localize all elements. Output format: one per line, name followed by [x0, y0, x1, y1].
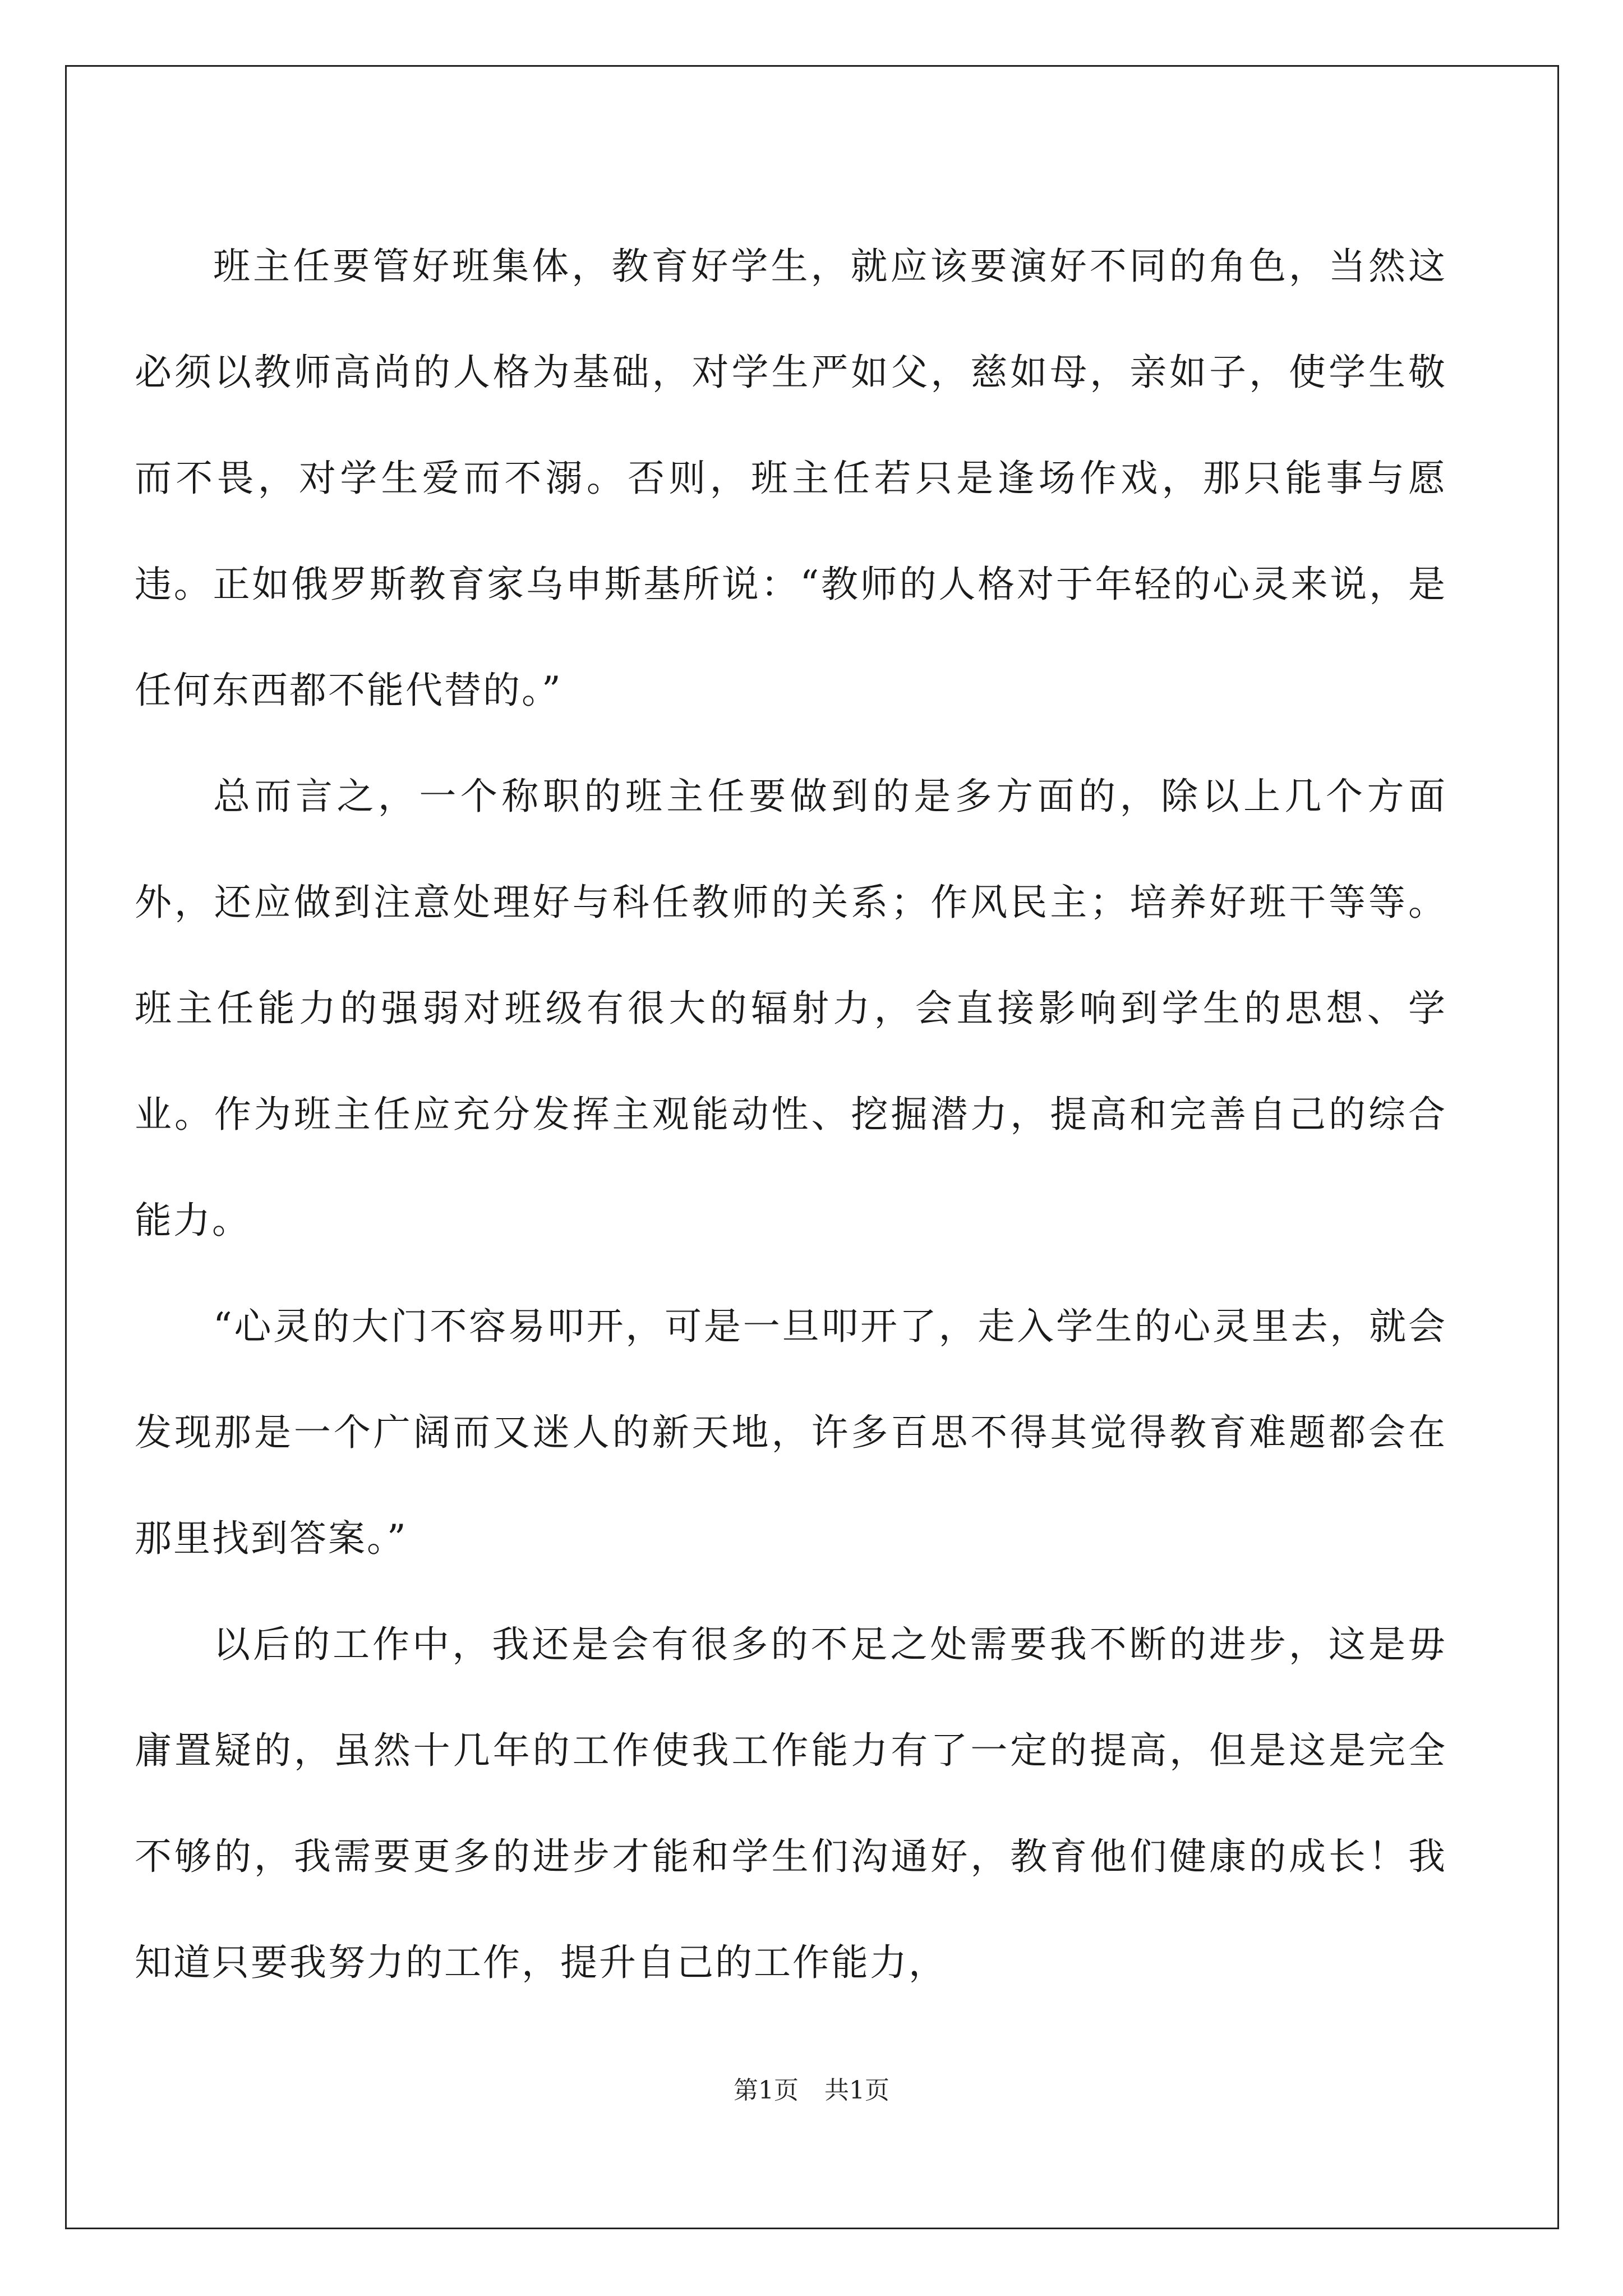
- page-total: 共1页: [824, 2076, 889, 2105]
- paragraph-1: 班主任要管好班集体，教育好学生，就应该要演好不同的角色，当然这必须以教师高尚的人格为基础，对学生严如父，慈如母，亲如子，使学生敬而不畏，对学生爱而不溺。否则，班主任若只是逢场作戏，那只能事与愿违。正如俄罗斯教育家乌申斯基所说：“教师的人格对于年轻的心灵来说，是任何东西都不能代替的。”: [135, 245, 1447, 712]
- paragraph-3: “心灵的大门不容易叩开，可是一旦叩开了，走入学生的心灵里去，就会发现那是一个广阔而又迷人的新天地，许多百思不得其觉得教育难题都会在那里找到答案。”: [135, 1305, 1447, 1560]
- paragraph-4: 以后的工作中，我还是会有很多的不足之处需要我不断的进步，这是毋庸置疑的，虽然十几年的工作使我工作能力有了一定的提高，但是这是完全不够的，我需要更多的进步才能和学生们沟通好，教育他们健康的成长！我知道只要我努力的工作，提升自己的工作能力，: [135, 1623, 1447, 1984]
- document-body: [135, 213, 1447, 2016]
- page-footer: [0, 2070, 1623, 2106]
- paragraph-2: 总而言之，一个称职的班主任要做到的是多方面的，除以上几个方面外，还应做到注意处理好与科任教师的关系；作风民主；培养好班干等等。班主任能力的强弱对班级有很大的辐射力，会直接影响到学生的思想、学业。作为班主任应充分发挥主观能动性、挖掘潜力，提高和完善自己的综合能力。: [135, 775, 1447, 1242]
- page-number: 第1页: [734, 2076, 799, 2105]
